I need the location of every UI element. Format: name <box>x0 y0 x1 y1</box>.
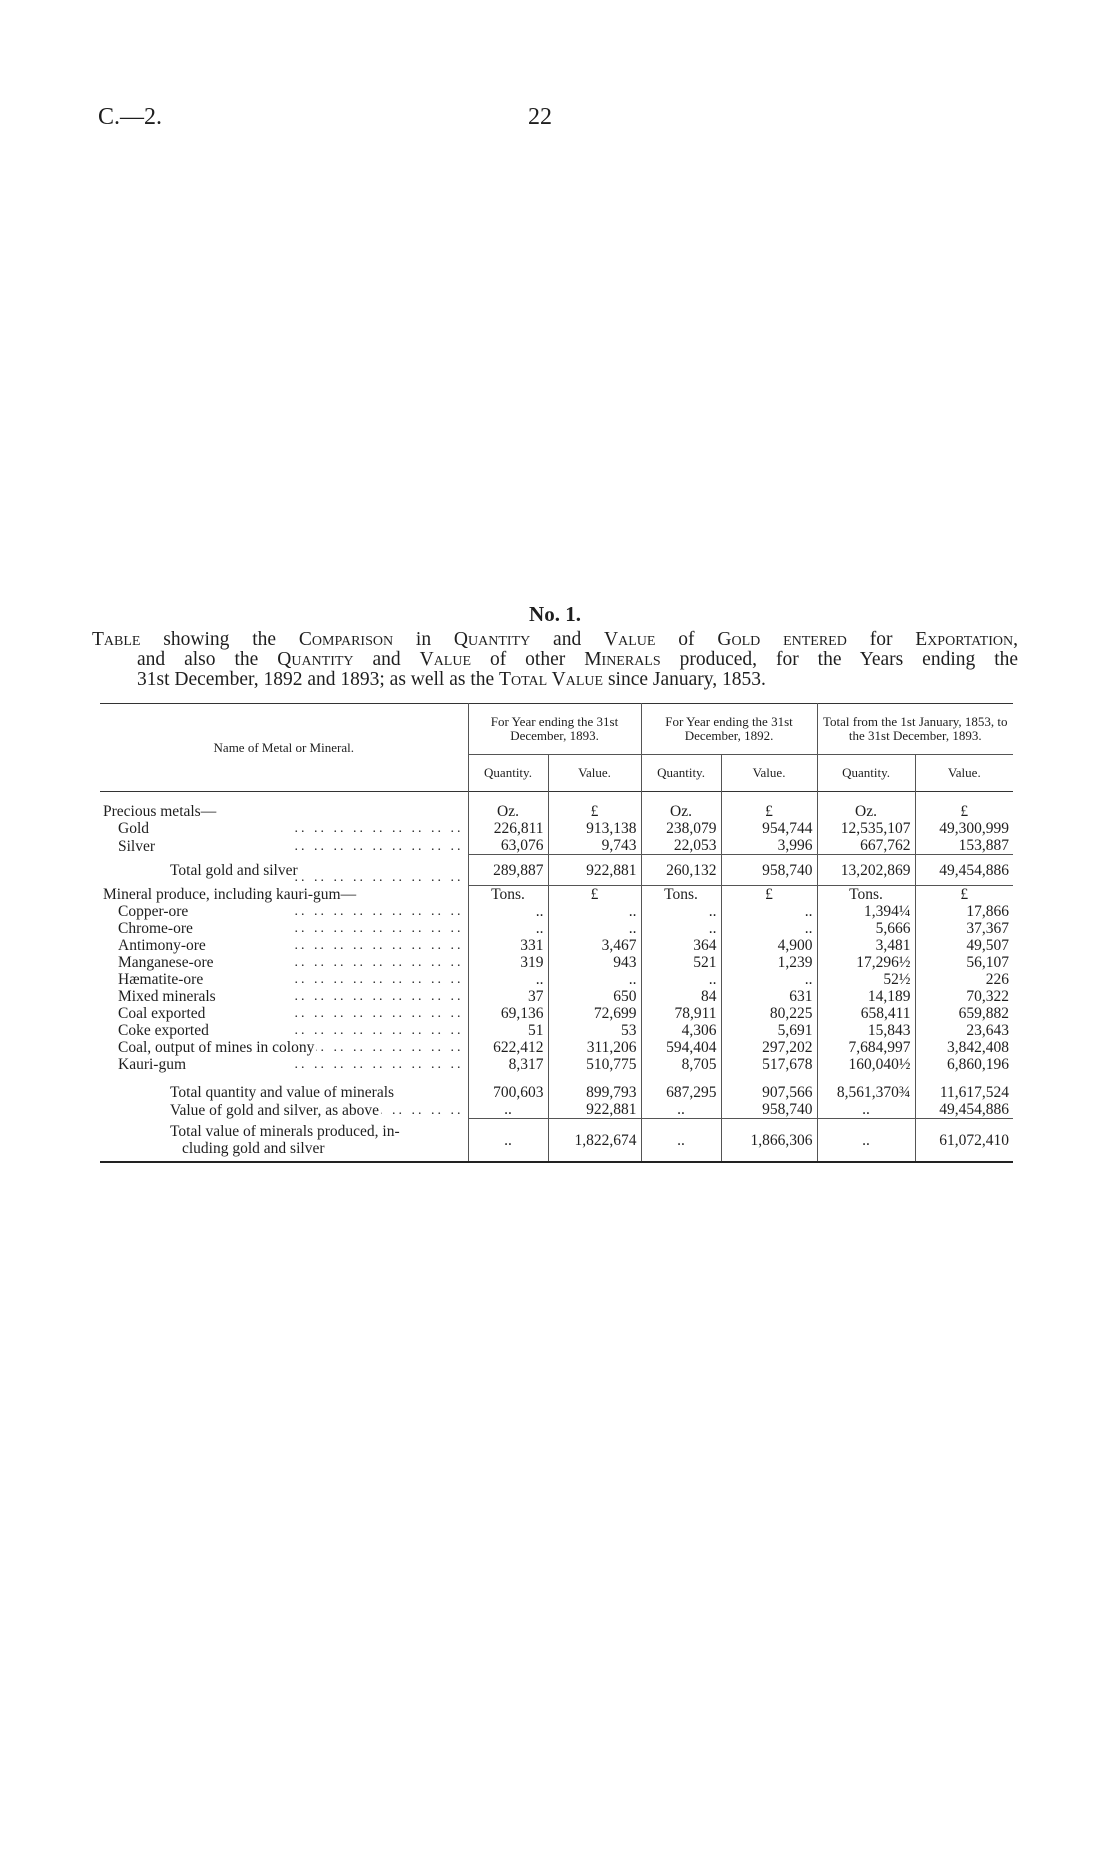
unit-cell: Tons. <box>817 886 915 904</box>
row-label: Copper-ore .. .. <box>100 903 468 920</box>
cell: 72,699 <box>548 1005 641 1022</box>
unit-cell: Oz. <box>468 803 548 820</box>
cell: 364 <box>641 937 721 954</box>
row-label: Manganese-ore .. .. <box>100 954 468 971</box>
cell: 160,040½ <box>817 1056 915 1073</box>
cell: 958,740 <box>721 855 817 886</box>
cell: 297,202 <box>721 1039 817 1056</box>
table-row <box>100 820 1013 837</box>
cell: 311,206 <box>548 1039 641 1056</box>
cell: 49,507 <box>915 937 1013 954</box>
table-row <box>100 971 1013 988</box>
cell: 331 <box>468 937 548 954</box>
cell: 4,900 <box>721 937 817 954</box>
row-label: Coke exported .. .. <box>100 1022 468 1039</box>
sub-header-quantity: Quantity. <box>817 755 915 792</box>
cell: 226 <box>915 971 1013 988</box>
cell: 631 <box>721 988 817 1005</box>
group-header-1892: For Year ending the 31st December, 1892. <box>641 704 817 755</box>
unit-cell: £ <box>548 886 641 904</box>
cell: 53 <box>548 1022 641 1039</box>
row-label: Total gold and silver .. .. <box>100 855 468 886</box>
cell: .. <box>721 920 817 937</box>
cell: .. <box>468 920 548 937</box>
cell: 5,691 <box>721 1022 817 1039</box>
cell: 289,887 <box>468 855 548 886</box>
cell: .. <box>721 971 817 988</box>
row-label: Antimony-ore .. .. <box>100 937 468 954</box>
table-row <box>100 1056 1013 1073</box>
cell: 260,132 <box>641 855 721 886</box>
table-row <box>100 920 1013 937</box>
cell: 80,225 <box>721 1005 817 1022</box>
table-caption <box>92 630 1018 690</box>
cell: 37,367 <box>915 920 1013 937</box>
grand-total-row <box>100 1119 1013 1163</box>
total-minerals-row <box>100 1084 1013 1101</box>
caption-line-3: 31st December, 1892 and 1893; as well as the Total Value since January, 1853. <box>137 669 766 690</box>
cell: 11,617,524 <box>915 1084 1013 1101</box>
cell: 52½ <box>817 971 915 988</box>
cell: 226,811 <box>468 820 548 837</box>
table-row <box>100 1005 1013 1022</box>
minerals-heading-row <box>100 886 1013 904</box>
cell: 659,882 <box>915 1005 1013 1022</box>
title-block <box>92 602 1018 690</box>
caption-line-1: Table showing the Comparison in Quantity and Value of Gold entered for Exportation, <box>92 629 1018 650</box>
row-label: Total quantity and value of minerals <box>170 1084 395 1101</box>
cell: 23,643 <box>915 1022 1013 1039</box>
row-label: Kauri-gum .. .. <box>100 1056 468 1073</box>
cell: .. <box>548 971 641 988</box>
cell: 8,561,370¾ <box>817 1084 915 1101</box>
cell: 913,138 <box>548 820 641 837</box>
row-label: Value of gold and silver, as above .. .. <box>100 1101 468 1119</box>
cell: 61,072,410 <box>915 1119 1013 1163</box>
cell: 51 <box>468 1022 548 1039</box>
page-code: C.—2. <box>98 104 163 130</box>
cell: 7,684,997 <box>817 1039 915 1056</box>
row-label: Mixed minerals .. .. <box>100 988 468 1005</box>
unit-cell: £ <box>721 886 817 904</box>
table-row <box>100 1039 1013 1056</box>
cell: 78,911 <box>641 1005 721 1022</box>
group-header-1893: For Year ending the 31st December, 1893. <box>468 704 641 755</box>
cell: 594,404 <box>641 1039 721 1056</box>
cell: 238,079 <box>641 820 721 837</box>
table-number: No. 1. <box>529 602 581 626</box>
unit-cell: £ <box>915 886 1013 904</box>
table-row <box>100 903 1013 920</box>
cell: 8,705 <box>641 1056 721 1073</box>
cell: 922,881 <box>548 855 641 886</box>
unit-cell: £ <box>548 803 641 820</box>
unit-cell: Oz. <box>641 803 721 820</box>
cell: 922,881 <box>548 1101 641 1119</box>
sub-header-value: Value. <box>548 755 641 792</box>
cell: 1,822,674 <box>548 1119 641 1163</box>
name-column-header: Name of Metal or Mineral. <box>213 739 354 755</box>
comparison-table <box>100 703 1013 1163</box>
sub-header-quantity: Quantity. <box>468 755 548 792</box>
table-row <box>100 1022 1013 1039</box>
cell: 6,860,196 <box>915 1056 1013 1073</box>
cell: 37 <box>468 988 548 1005</box>
cell: 3,842,408 <box>915 1039 1013 1056</box>
row-label: Chrome-ore .. .. <box>100 920 468 937</box>
row-label: Coal exported .. .. <box>100 1005 468 1022</box>
sub-header-value: Value. <box>721 755 817 792</box>
cell: .. <box>641 920 721 937</box>
cell: 153,887 <box>915 837 1013 855</box>
cell: 69,136 <box>468 1005 548 1022</box>
cell: 650 <box>548 988 641 1005</box>
precious-heading-row <box>100 803 1013 820</box>
cell: 70,322 <box>915 988 1013 1005</box>
cell: .. <box>817 1119 915 1163</box>
total-gold-silver-row <box>100 855 1013 886</box>
caption-line-2: and also the Quantity and Value of other Minerals produced, for the Years ending the <box>137 649 1019 670</box>
cell: 622,412 <box>468 1039 548 1056</box>
cell: 907,566 <box>721 1084 817 1101</box>
row-label: Silver .. .. <box>100 837 468 855</box>
cell: 3,481 <box>817 937 915 954</box>
cell: 12,535,107 <box>817 820 915 837</box>
cell: .. <box>641 971 721 988</box>
table-row <box>100 988 1013 1005</box>
row-label: Total value of minerals produced, in- cluding gold and silver <box>170 1122 400 1157</box>
cell: 8,317 <box>468 1056 548 1073</box>
cell: .. <box>641 1119 721 1163</box>
unit-cell: £ <box>915 803 1013 820</box>
cell: 17,296½ <box>817 954 915 971</box>
cell: 3,467 <box>548 937 641 954</box>
cell: 15,843 <box>817 1022 915 1039</box>
cell: .. <box>721 903 817 920</box>
cell: 1,866,306 <box>721 1119 817 1163</box>
row-label: Coal, output of mines in colony .. .. <box>100 1039 468 1056</box>
gold-silver-value-row <box>100 1101 1013 1119</box>
cell: 49,300,999 <box>915 820 1013 837</box>
page-number: 22 <box>528 104 552 130</box>
cell: 521 <box>641 954 721 971</box>
cell: 943 <box>548 954 641 971</box>
minerals-table <box>100 703 1013 1163</box>
table-row <box>100 837 1013 855</box>
cell: 13,202,869 <box>817 855 915 886</box>
cell: 1,394¼ <box>817 903 915 920</box>
cell: 899,793 <box>548 1084 641 1101</box>
unit-cell: Oz. <box>817 803 915 820</box>
cell: .. <box>468 1101 548 1119</box>
cell: 667,762 <box>817 837 915 855</box>
cell: 5,666 <box>817 920 915 937</box>
cell: .. <box>641 903 721 920</box>
cell: 954,744 <box>721 820 817 837</box>
unit-cell: Tons. <box>468 886 548 904</box>
row-label: Gold .. .. <box>100 820 468 837</box>
section-heading: Precious metals— <box>103 803 217 820</box>
cell: 49,454,886 <box>915 855 1013 886</box>
cell: 84 <box>641 988 721 1005</box>
cell: 22,053 <box>641 837 721 855</box>
cell: .. <box>548 903 641 920</box>
cell: 4,306 <box>641 1022 721 1039</box>
section-heading: Mineral produce, including kauri-gum— <box>103 886 357 903</box>
cell: .. <box>468 971 548 988</box>
table-row <box>100 937 1013 954</box>
cell: 14,189 <box>817 988 915 1005</box>
cell: 517,678 <box>721 1056 817 1073</box>
cell: 658,411 <box>817 1005 915 1022</box>
cell: 1,239 <box>721 954 817 971</box>
cell: 17,866 <box>915 903 1013 920</box>
unit-cell: £ <box>721 803 817 820</box>
cell: 510,775 <box>548 1056 641 1073</box>
cell: 319 <box>468 954 548 971</box>
unit-cell: Tons. <box>641 886 721 904</box>
cell: 56,107 <box>915 954 1013 971</box>
cell: .. <box>817 1101 915 1119</box>
cell: 958,740 <box>721 1101 817 1119</box>
cell: 700,603 <box>468 1084 548 1101</box>
cell: .. <box>641 1101 721 1119</box>
table-row <box>100 954 1013 971</box>
cell: 9,743 <box>548 837 641 855</box>
cell: 49,454,886 <box>915 1101 1013 1119</box>
row-label: Hæmatite-ore .. .. <box>100 971 468 988</box>
cell: .. <box>468 903 548 920</box>
cell: 687,295 <box>641 1084 721 1101</box>
sub-header-value: Value. <box>915 755 1013 792</box>
cell: 63,076 <box>468 837 548 855</box>
cell: .. <box>468 1119 548 1163</box>
group-header-total: Total from the 1st January, 1853, to the 31st December, 1893. <box>817 704 1013 755</box>
cell: 3,996 <box>721 837 817 855</box>
sub-header-quantity: Quantity. <box>641 755 721 792</box>
cell: .. <box>548 920 641 937</box>
